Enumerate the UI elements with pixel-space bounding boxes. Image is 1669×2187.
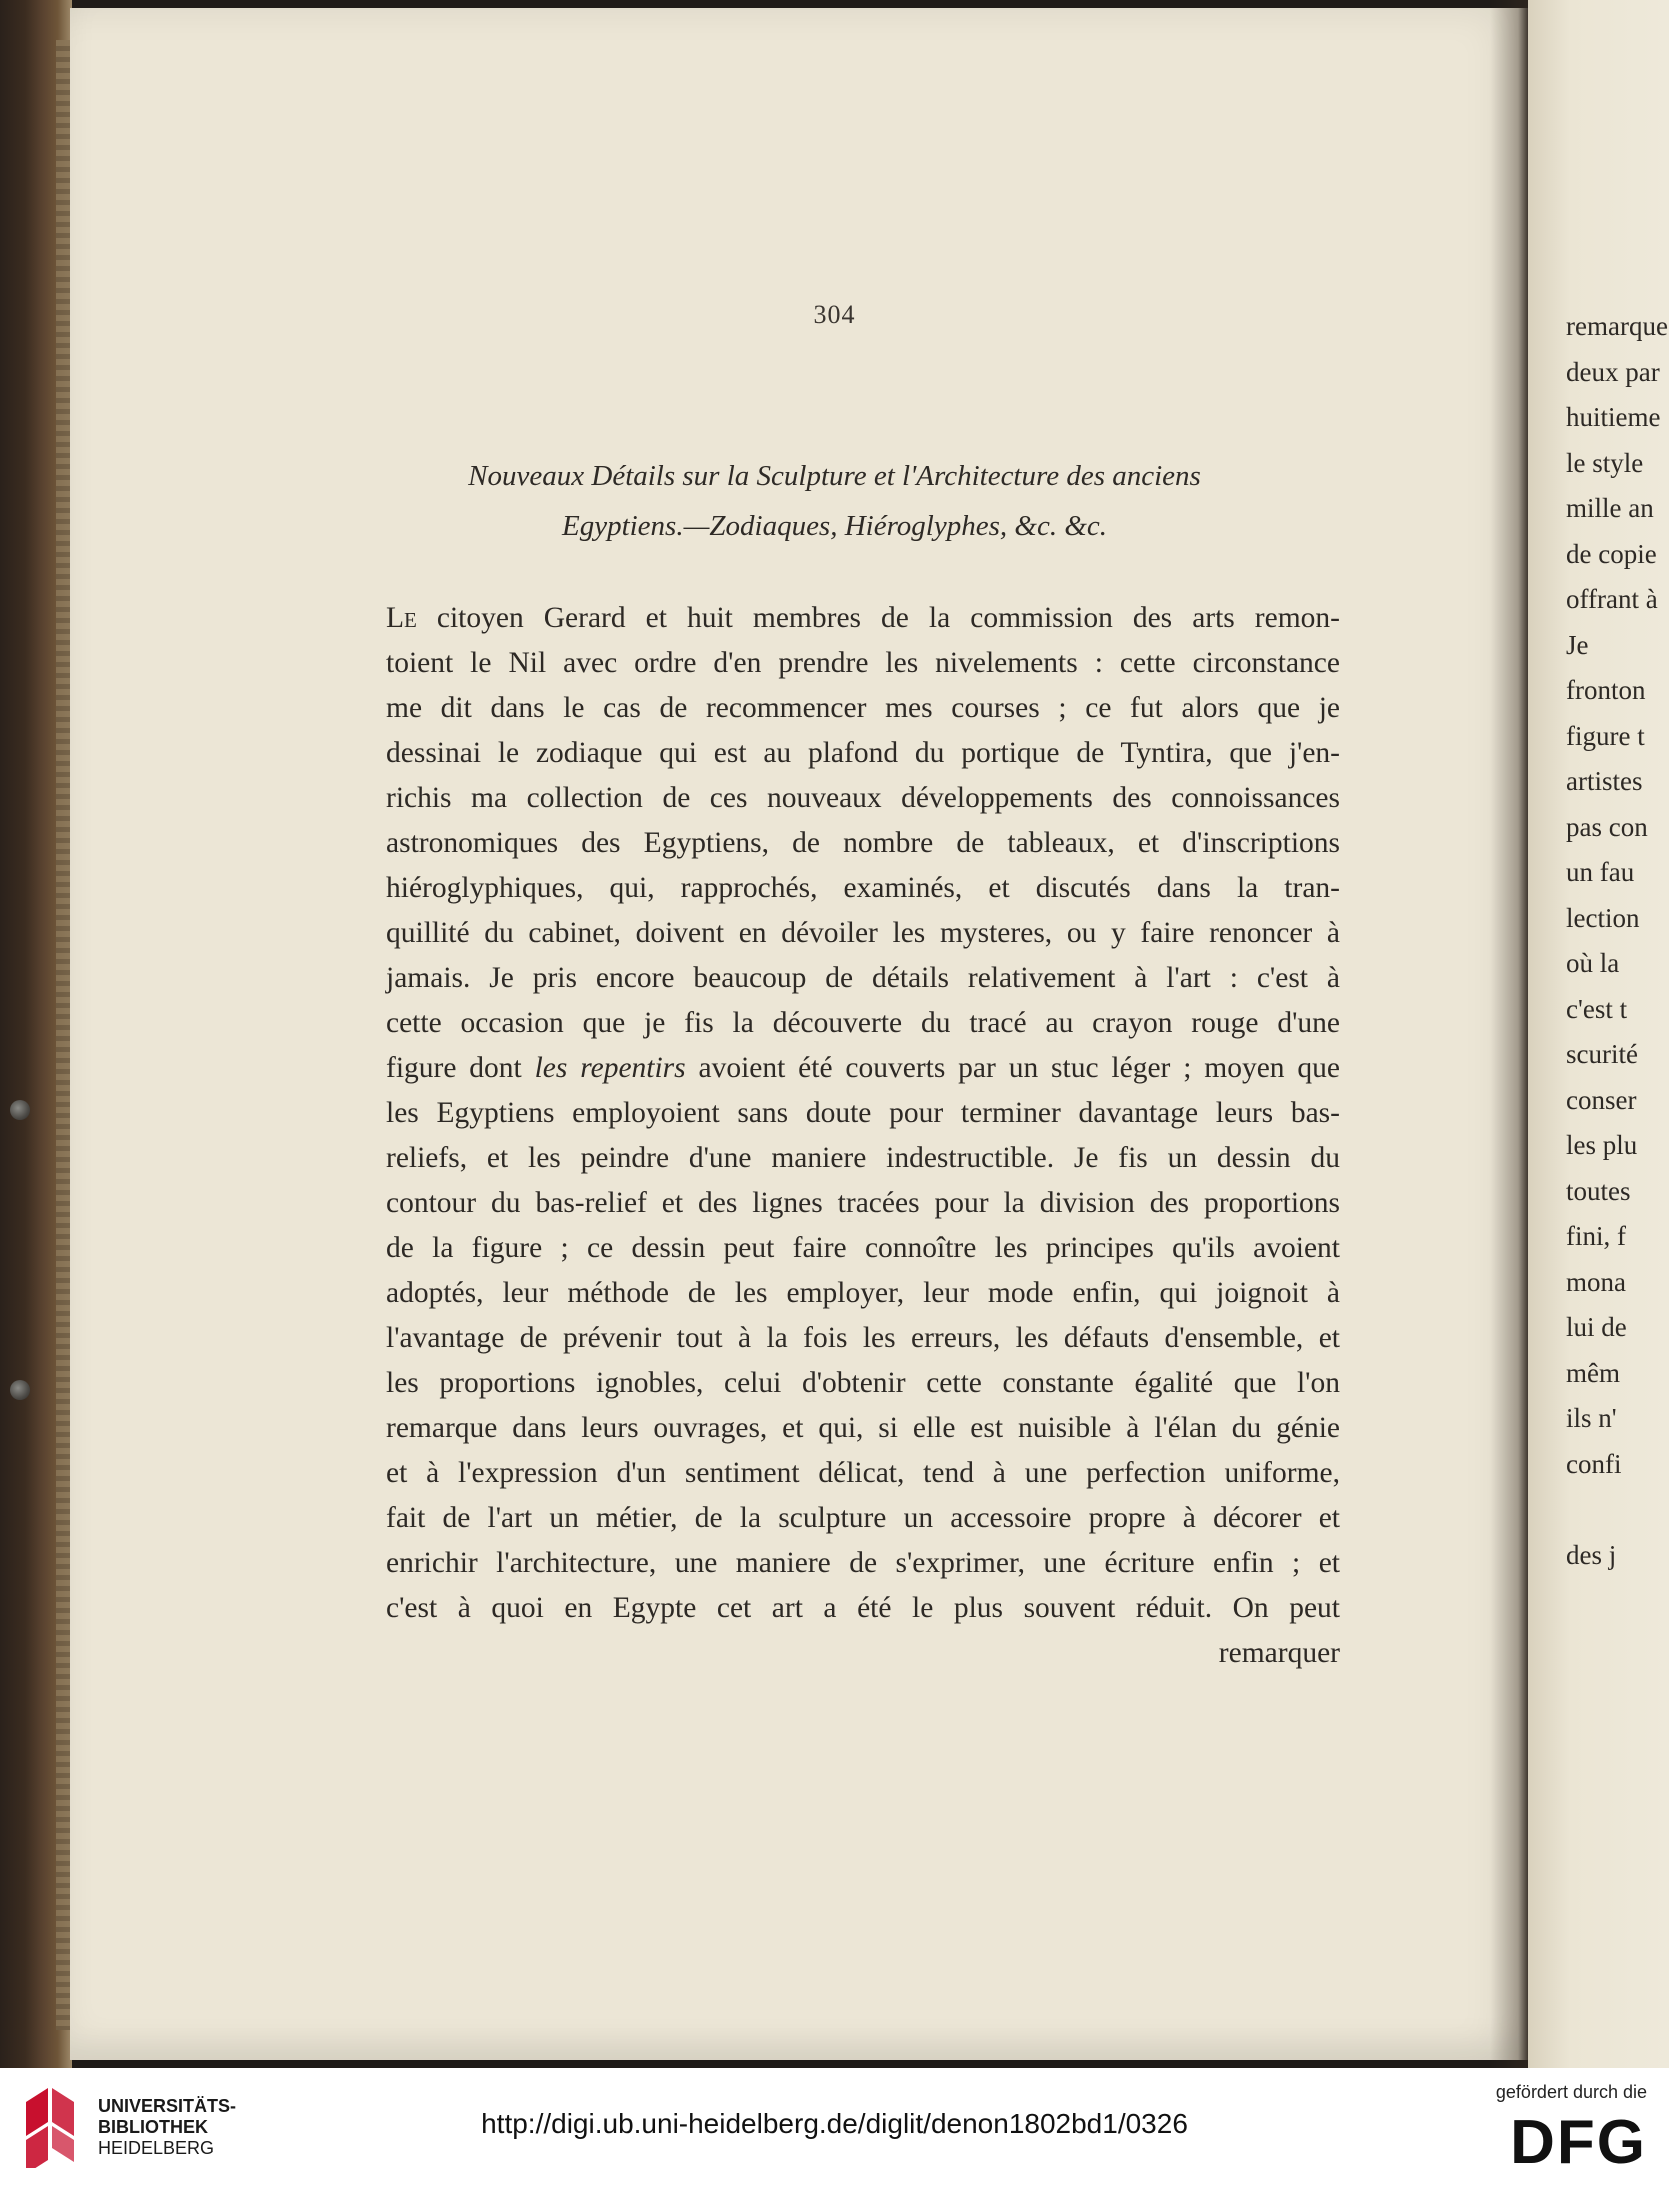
facing-page-line: fronton <box>1566 675 1646 705</box>
text-line: quillité du cabinet, doivent en dévoiler les mysteres, ou y faire renoncer à <box>386 917 1340 949</box>
text-line: adoptés, leur méthode de les employer, leur mode enfin, qui joignoit à <box>386 1277 1340 1309</box>
text-line: cette occasion que je fis la découverte du tracé au crayon rouge d'une <box>386 1007 1340 1039</box>
facing-page-line: figure t <box>1566 720 1645 751</box>
facing-page-line: ils n' <box>1566 1403 1617 1433</box>
text-line: figure dont les repentirs avoient été couverts par un stuc léger ; moyen que <box>386 1052 1340 1084</box>
facing-page-line: remarque <box>1566 311 1668 341</box>
facing-page-line: un fau <box>1566 857 1635 887</box>
library-name: UNIVERSITÄTS- BIBLIOTHEK HEIDELBERG <box>98 2096 237 2158</box>
text-line: et à l'expression d'un sentiment délicat, tend à une perfection uniforme, <box>386 1457 1340 1489</box>
facing-page-line: offrant à <box>1566 584 1658 614</box>
italic-phrase: les repentirs <box>534 1052 686 1084</box>
facing-page-line: lui de <box>1566 1312 1627 1342</box>
text-line: astronomiques des Egyptiens, de nombre de tableaux, et d'inscriptions <box>386 827 1340 859</box>
book-cover-edge <box>56 40 70 2030</box>
facing-page-line: deux par <box>1566 356 1660 387</box>
text-line: me dit dans le cas de recommencer mes courses ; ce fut alors que je <box>386 692 1340 724</box>
text-line: contour du bas-relief et des lignes tracées pour la division des proportions <box>386 1187 1340 1219</box>
text-line: les Egyptiens employoient sans doute pour terminer davantage leurs bas- <box>386 1097 1340 1129</box>
footer-bar <box>0 2068 1669 2187</box>
facing-page-line: où la <box>1566 948 1620 978</box>
text-line: l'avantage de prévenir tout à la fois les erreurs, les défauts d'ensemble, et <box>386 1322 1340 1354</box>
facing-page-text <box>1566 304 1669 1578</box>
text-line: dessinai le zodiaque qui est au plafond du portique de Tyntira, que j'en- <box>386 737 1340 769</box>
text-line: reliefs, et les peindre d'une maniere indestructible. Je fis un dessin du <box>386 1142 1340 1174</box>
facing-page-line: le style <box>1566 447 1644 478</box>
facing-page-line: conser <box>1566 1084 1637 1115</box>
facing-page-line: les plu <box>1566 1130 1638 1160</box>
binding-hole <box>10 1380 30 1400</box>
text-line: c'est à quoi en Egypte cet art a été le plus souvent réduit. On peut <box>386 1592 1340 1624</box>
facing-page-line <box>1566 1487 1669 1533</box>
facing-page-line: mêm <box>1566 1357 1620 1388</box>
binding-hole <box>10 1100 30 1120</box>
facing-page-line: mille an <box>1566 493 1654 523</box>
drop-word: Le <box>386 602 417 634</box>
facing-page-line: huitieme <box>1566 402 1661 432</box>
page-number: 304 <box>813 300 856 329</box>
facing-page-line: artistes <box>1566 766 1643 796</box>
facing-page-line: pas con <box>1566 811 1648 842</box>
text-line: richis ma collection de ces nouveaux développements des connoissances <box>386 782 1340 814</box>
text-line: jamais. Je pris encore beaucoup de détails relativement à l'art : c'est à <box>386 962 1340 994</box>
body-text <box>386 596 1340 1676</box>
permalink[interactable]: http://digi.ub.uni-heidelberg.de/diglit/denon1802bd1/0326 <box>481 2108 1188 2139</box>
catchword: remarquer <box>1218 1637 1340 1669</box>
facing-page-line: de copie <box>1566 538 1657 569</box>
facing-page-line: scurité <box>1566 1039 1638 1069</box>
facing-page-line: fini, f <box>1566 1221 1626 1251</box>
text-line: toient le Nil avec ordre d'en prendre les nivelements : cette circonstance <box>386 647 1340 679</box>
text-line: les proportions ignobles, celui d'obtenir cette constante égalité que l'on <box>386 1367 1340 1399</box>
facing-page-line: confi <box>1566 1448 1622 1479</box>
text-line: Le citoyen Gerard et huit membres de la commission des arts remon- <box>386 602 1340 634</box>
text-line: hiéroglyphiques, qui, rapprochés, examinés, et discutés dans la tran- <box>386 872 1340 904</box>
chapter-title-line-2: Egyptiens.—Zodiaques, Hiéroglyphes, &c. &c. <box>561 510 1107 542</box>
chapter-title-line-1: Nouveaux Détails sur la Sculpture et l'Architecture des anciens <box>468 460 1201 492</box>
facing-page-line: des j <box>1566 1539 1617 1570</box>
text-line: de la figure ; ce dessin peut faire connoître les principes qu'ils avoient <box>386 1232 1340 1264</box>
facing-page-line: lection <box>1566 902 1640 933</box>
facing-page-line: toutes <box>1566 1175 1631 1206</box>
funded-by-label: gefördert durch die <box>1495 2082 1647 2102</box>
facing-page-line: Je <box>1566 629 1589 660</box>
text-line: enrichir l'architecture, une maniere de s'exprimer, une écriture enfin ; et <box>386 1547 1340 1579</box>
text-line: remarque dans leurs ouvrages, et qui, si elle est nuisible à l'élan du génie <box>386 1412 1340 1444</box>
text-line: fait de l'art un métier, de la sculpture un accessoire propre à décorer et <box>386 1502 1340 1534</box>
facing-page-line: mona <box>1566 1266 1626 1297</box>
dfg-logo: DFG <box>1510 2108 1647 2177</box>
facing-page-line: c'est t <box>1566 993 1628 1024</box>
